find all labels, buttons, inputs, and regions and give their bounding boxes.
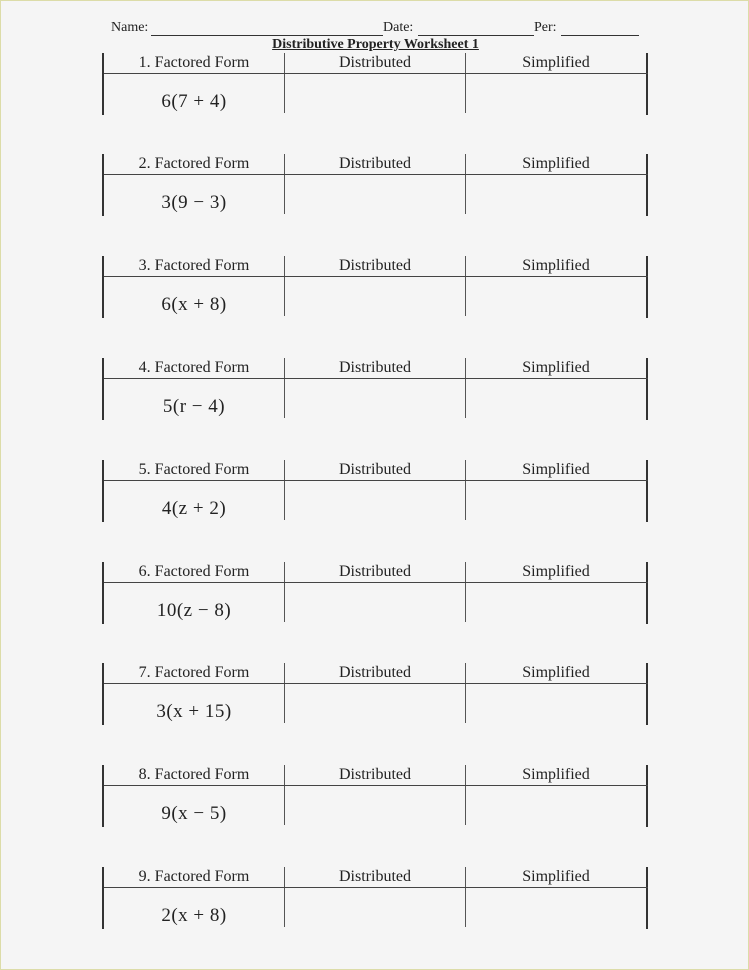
problem-block <box>102 765 648 827</box>
distributed-header: Distributed <box>339 766 411 783</box>
distributed-header: Distributed <box>339 257 411 274</box>
header-rule <box>104 378 648 379</box>
table-border-right <box>646 358 648 420</box>
problem-block <box>102 154 648 216</box>
problem-block <box>102 867 648 929</box>
simplified-header: Simplified <box>522 461 590 478</box>
factored-form-header: 7. Factored Form <box>138 664 250 681</box>
date-label: Date: <box>383 20 414 35</box>
factored-form-header: 1. Factored Form <box>138 54 250 71</box>
header-rule <box>104 582 648 583</box>
factored-form-header: 5. Factored Form <box>138 461 250 478</box>
distributed-header: Distributed <box>339 461 411 478</box>
factored-expression: 9(x − 5) <box>161 803 227 824</box>
name-field-line[interactable] <box>151 35 383 36</box>
factored-form-header: 8. Factored Form <box>138 766 250 783</box>
distributed-header: Distributed <box>339 563 411 580</box>
distributed-header: Distributed <box>339 54 411 71</box>
table-border-right <box>646 460 648 522</box>
factored-form-header: 6. Factored Form <box>138 563 250 580</box>
factored-form-header: 2. Factored Form <box>138 155 250 172</box>
simplified-header: Simplified <box>522 359 590 376</box>
problem-block <box>102 460 648 522</box>
distributed-header: Distributed <box>339 155 411 172</box>
simplified-header: Simplified <box>522 766 590 783</box>
factored-form-header: 9. Factored Form <box>138 868 250 885</box>
header-rule <box>104 276 648 277</box>
table-border-right <box>646 867 648 929</box>
header-rule <box>104 480 648 481</box>
simplified-header: Simplified <box>522 257 590 274</box>
table-border-right <box>646 663 648 725</box>
worksheet-title: Distributive Property Worksheet 1 <box>272 37 479 52</box>
simplified-header: Simplified <box>522 664 590 681</box>
distributed-header: Distributed <box>339 359 411 376</box>
problem-block <box>102 256 648 318</box>
period-label: Per: <box>534 20 557 35</box>
table-border-right <box>646 256 648 318</box>
factored-expression: 3(9 − 3) <box>161 192 227 213</box>
header-rule <box>104 683 648 684</box>
problem-block <box>102 663 648 725</box>
header-rule <box>104 174 648 175</box>
period-field-line[interactable] <box>561 35 639 36</box>
header-rule <box>104 73 648 74</box>
factored-form-header: 4. Factored Form <box>138 359 250 376</box>
name-label: Name: <box>111 20 149 35</box>
factored-expression: 4(z + 2) <box>161 498 227 519</box>
student-info-header <box>111 18 641 38</box>
table-border-right <box>646 765 648 827</box>
table-border-right <box>646 562 648 624</box>
table-border-right <box>646 154 648 216</box>
distributed-header: Distributed <box>339 868 411 885</box>
simplified-header: Simplified <box>522 54 590 71</box>
simplified-header: Simplified <box>522 868 590 885</box>
problem-block <box>102 358 648 420</box>
simplified-header: Simplified <box>522 563 590 580</box>
distributed-header: Distributed <box>339 664 411 681</box>
factored-expression: 6(7 + 4) <box>161 91 227 112</box>
problem-block <box>102 562 648 624</box>
factored-expression: 3(x + 15) <box>156 701 232 722</box>
header-rule <box>104 887 648 888</box>
factored-form-header: 3. Factored Form <box>138 257 250 274</box>
factored-expression: 10(z − 8) <box>156 600 232 621</box>
factored-expression: 6(x + 8) <box>161 294 227 315</box>
simplified-header: Simplified <box>522 155 590 172</box>
header-rule <box>104 785 648 786</box>
table-border-right <box>646 53 648 115</box>
date-field-line[interactable] <box>418 35 534 36</box>
factored-expression: 2(x + 8) <box>161 905 227 926</box>
problem-block <box>102 53 648 115</box>
factored-expression: 5(r − 4) <box>162 396 226 417</box>
